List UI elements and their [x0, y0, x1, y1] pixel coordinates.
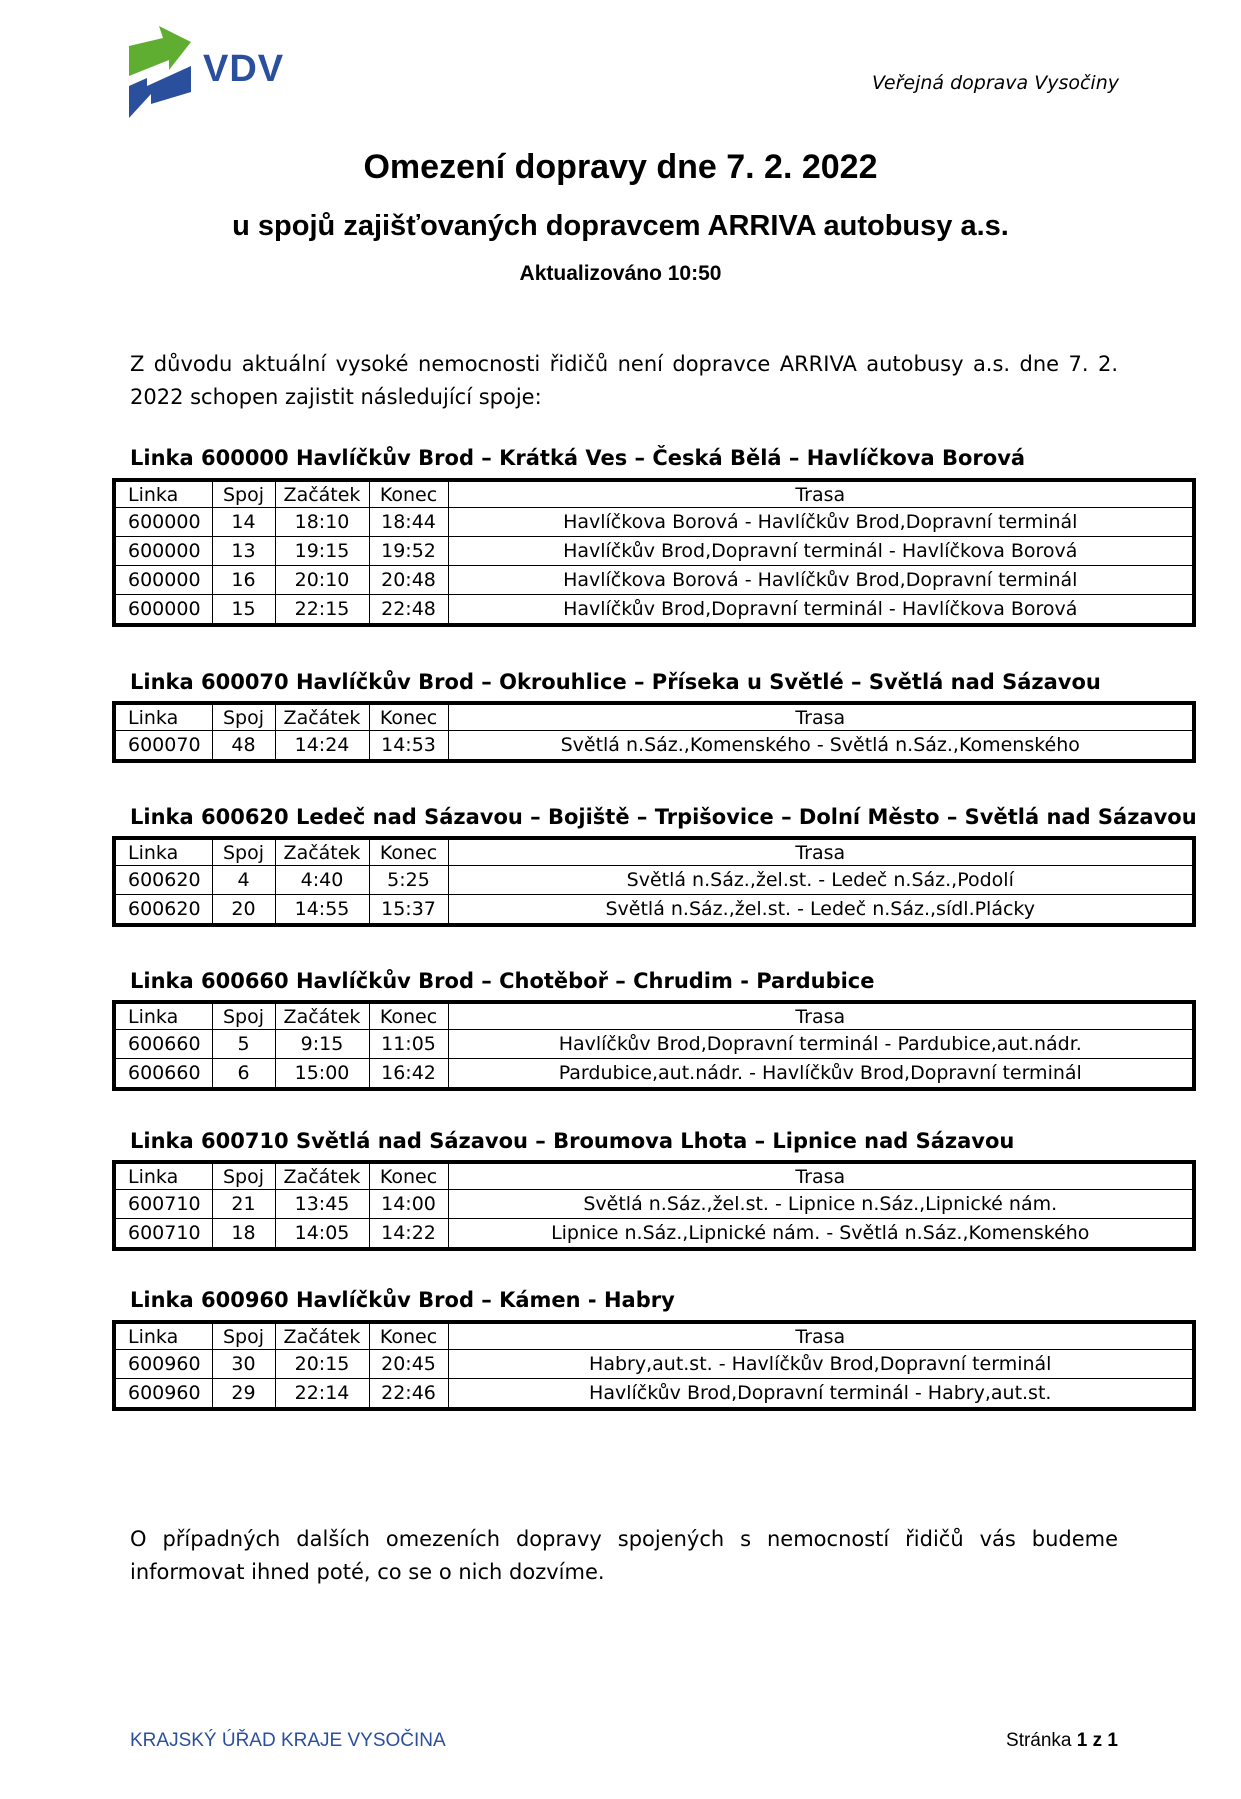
table-cell: Havlíčkova Borová - Havlíčkův Brod,Dopravní terminál [448, 566, 1194, 595]
column-header: Konec [369, 480, 448, 508]
table-cell: 18:10 [275, 508, 369, 537]
table-cell: 5:25 [369, 866, 448, 895]
column-header: Trasa [448, 1002, 1194, 1030]
table-cell: 14:53 [369, 731, 448, 762]
table-cell: 22:15 [275, 595, 369, 626]
line-title: Linka 600660 Havlíčkův Brod – Chotěboř – Chrudim - Pardubice [130, 969, 875, 993]
table-cell: 16 [212, 566, 275, 595]
table-cell: 600660 [114, 1030, 212, 1059]
column-header: Konec [369, 838, 448, 866]
column-header: Trasa [448, 703, 1194, 731]
table-cell: 18:44 [369, 508, 448, 537]
column-header: Konec [369, 703, 448, 731]
column-header: Trasa [448, 1322, 1194, 1350]
column-header: Začátek [275, 1162, 369, 1190]
column-header: Začátek [275, 480, 369, 508]
table-cell: 600000 [114, 537, 212, 566]
table-cell: 22:14 [275, 1379, 369, 1410]
table-cell: 29 [212, 1379, 275, 1410]
column-header: Začátek [275, 703, 369, 731]
table-cell: 14:05 [275, 1219, 369, 1250]
route-table [112, 836, 1196, 927]
table-cell: 600000 [114, 566, 212, 595]
page-current: 1 [1076, 1730, 1088, 1751]
table-cell: 15:37 [369, 895, 448, 926]
route-table [112, 701, 1196, 763]
column-header: Spoj [212, 703, 275, 731]
column-header: Linka [114, 1322, 212, 1350]
table-cell: 22:46 [369, 1379, 448, 1410]
table-cell: 9:15 [275, 1030, 369, 1059]
page-total: 1 [1107, 1730, 1118, 1751]
table-cell: Habry,aut.st. - Havlíčkův Brod,Dopravní terminál [448, 1350, 1194, 1379]
table-row [114, 895, 1194, 926]
table-cell: 4 [212, 866, 275, 895]
table-cell: 15 [212, 595, 275, 626]
vdv-arrows-icon [129, 26, 199, 118]
column-header: Spoj [212, 1002, 275, 1030]
table-cell: 600710 [114, 1219, 212, 1250]
table-cell: 18 [212, 1219, 275, 1250]
table-cell: 16:42 [369, 1059, 448, 1090]
table-cell: 19:52 [369, 537, 448, 566]
table-header-row [114, 1002, 1194, 1030]
table-cell: 13:45 [275, 1190, 369, 1219]
table-cell: 600000 [114, 595, 212, 626]
table-cell: Havlíčkova Borová - Havlíčkův Brod,Dopravní terminál [448, 508, 1194, 537]
column-header: Linka [114, 480, 212, 508]
table-row [114, 1190, 1194, 1219]
table-cell: 14:00 [369, 1190, 448, 1219]
route-table [112, 1000, 1196, 1091]
table-cell: Havlíčkův Brod,Dopravní terminál - Havlíčkova Borová [448, 595, 1194, 626]
table-row [114, 595, 1194, 626]
column-header: Trasa [448, 838, 1194, 866]
table-cell: 600960 [114, 1379, 212, 1410]
table-cell: 600000 [114, 508, 212, 537]
table-cell: 600660 [114, 1059, 212, 1090]
table-cell: 21 [212, 1190, 275, 1219]
table-header-row [114, 480, 1194, 508]
table-cell: 20:10 [275, 566, 369, 595]
route-table [112, 478, 1196, 627]
table-cell: 600710 [114, 1190, 212, 1219]
table-row [114, 731, 1194, 762]
column-header: Trasa [448, 480, 1194, 508]
table-cell: 20:48 [369, 566, 448, 595]
column-header: Spoj [212, 1162, 275, 1190]
table-cell: 14:55 [275, 895, 369, 926]
page-subtitle: u spojů zajišťovaných dopravcem ARRIVA autobusy a.s. [232, 210, 1009, 242]
column-header: Konec [369, 1002, 448, 1030]
table-row [114, 1219, 1194, 1250]
route-table [112, 1160, 1196, 1251]
column-header: Linka [114, 838, 212, 866]
table-cell: 600070 [114, 731, 212, 762]
route-table [112, 1320, 1196, 1411]
updated-time: Aktualizováno 10:50 [519, 262, 722, 285]
intro-paragraph: Z důvodu aktuální vysoké nemocnosti řidičů není dopravce ARRIVA autobusy a.s. dne 7. 2. 2022 schopen zajistit následující spoje: [130, 352, 1118, 409]
table-cell: 22:48 [369, 595, 448, 626]
table-header-row [114, 838, 1194, 866]
table-cell: 4:40 [275, 866, 369, 895]
column-header: Konec [369, 1322, 448, 1350]
column-header: Trasa [448, 1162, 1194, 1190]
column-header: Spoj [212, 1322, 275, 1350]
table-cell: 6 [212, 1059, 275, 1090]
organization-name: Veřejná doprava Vysočiny [872, 72, 1119, 94]
table-row [114, 566, 1194, 595]
column-header: Začátek [275, 1322, 369, 1350]
column-header: Linka [114, 1002, 212, 1030]
column-header: Linka [114, 1162, 212, 1190]
column-header: Spoj [212, 838, 275, 866]
table-cell: 20:45 [369, 1350, 448, 1379]
column-header: Spoj [212, 480, 275, 508]
page-separator: z [1092, 1730, 1103, 1751]
column-header: Linka [114, 703, 212, 731]
table-cell: 14:22 [369, 1219, 448, 1250]
table-cell: Lipnice n.Sáz.,Lipnické nám. - Světlá n.Sáz.,Komenského [448, 1219, 1194, 1250]
page-number [1006, 1730, 1118, 1752]
table-cell: Pardubice,aut.nádr. - Havlíčkův Brod,Dopravní terminál [448, 1059, 1194, 1090]
line-title: Linka 600000 Havlíčkův Brod – Krátká Ves – Česká Bělá – Havlíčkova Borová [130, 446, 1026, 470]
page-title: Omezení dopravy dne 7. 2. 2022 [363, 148, 878, 186]
table-cell: 20 [212, 895, 275, 926]
table-cell: 48 [212, 731, 275, 762]
table-cell: 15:00 [275, 1059, 369, 1090]
line-title: Linka 600620 Ledeč nad Sázavou – Bojiště – Trpišovice – Dolní Město – Světlá nad Sázavou [130, 805, 1197, 829]
logo-text: VDV [203, 48, 285, 90]
table-cell: 600960 [114, 1350, 212, 1379]
table-cell: 19:15 [275, 537, 369, 566]
table-cell: 600620 [114, 895, 212, 926]
column-header: Konec [369, 1162, 448, 1190]
table-header-row [114, 1162, 1194, 1190]
table-header-row [114, 1322, 1194, 1350]
table-row [114, 1350, 1194, 1379]
column-header: Začátek [275, 1002, 369, 1030]
table-cell: Havlíčkův Brod,Dopravní terminál - Havlíčkova Borová [448, 537, 1194, 566]
table-cell: 11:05 [369, 1030, 448, 1059]
table-row [114, 508, 1194, 537]
closing-paragraph: O případných dalších omezeních dopravy spojených s nemocností řidičů vás budeme informovat ihned poté, co se o nich dozvíme. [130, 1527, 1118, 1584]
table-row [114, 537, 1194, 566]
table-cell: Světlá n.Sáz.,žel.st. - Ledeč n.Sáz.,Podolí [448, 866, 1194, 895]
footer-authority: KRAJSKÝ ÚŘAD KRAJE VYSOČINA [130, 1730, 446, 1751]
column-header: Začátek [275, 838, 369, 866]
table-cell: Světlá n.Sáz.,žel.st. - Ledeč n.Sáz.,sídl.Plácky [448, 895, 1194, 926]
table-cell: 20:15 [275, 1350, 369, 1379]
page-label: Stránka [1006, 1730, 1072, 1751]
table-cell: Světlá n.Sáz.,Komenského - Světlá n.Sáz.,Komenského [448, 731, 1194, 762]
table-row [114, 1379, 1194, 1410]
line-title: Linka 600710 Světlá nad Sázavou – Broumova Lhota – Lipnice nad Sázavou [130, 1129, 1015, 1153]
table-header-row [114, 703, 1194, 731]
line-title: Linka 600960 Havlíčkův Brod – Kámen - Habry [130, 1288, 675, 1312]
line-title: Linka 600070 Havlíčkův Brod – Okrouhlice – Příseka u Světlé – Světlá nad Sázavou [130, 670, 1101, 694]
table-cell: 30 [212, 1350, 275, 1379]
vdv-logo [129, 26, 349, 118]
table-cell: 13 [212, 537, 275, 566]
table-cell: 5 [212, 1030, 275, 1059]
table-row [114, 1059, 1194, 1090]
table-cell: Havlíčkův Brod,Dopravní terminál - Habry,aut.st. [448, 1379, 1194, 1410]
table-cell: 14:24 [275, 731, 369, 762]
table-cell: Havlíčkův Brod,Dopravní terminál - Pardubice,aut.nádr. [448, 1030, 1194, 1059]
table-row [114, 866, 1194, 895]
table-row [114, 1030, 1194, 1059]
table-cell: Světlá n.Sáz.,žel.st. - Lipnice n.Sáz.,Lipnické nám. [448, 1190, 1194, 1219]
table-cell: 600620 [114, 866, 212, 895]
table-cell: 14 [212, 508, 275, 537]
